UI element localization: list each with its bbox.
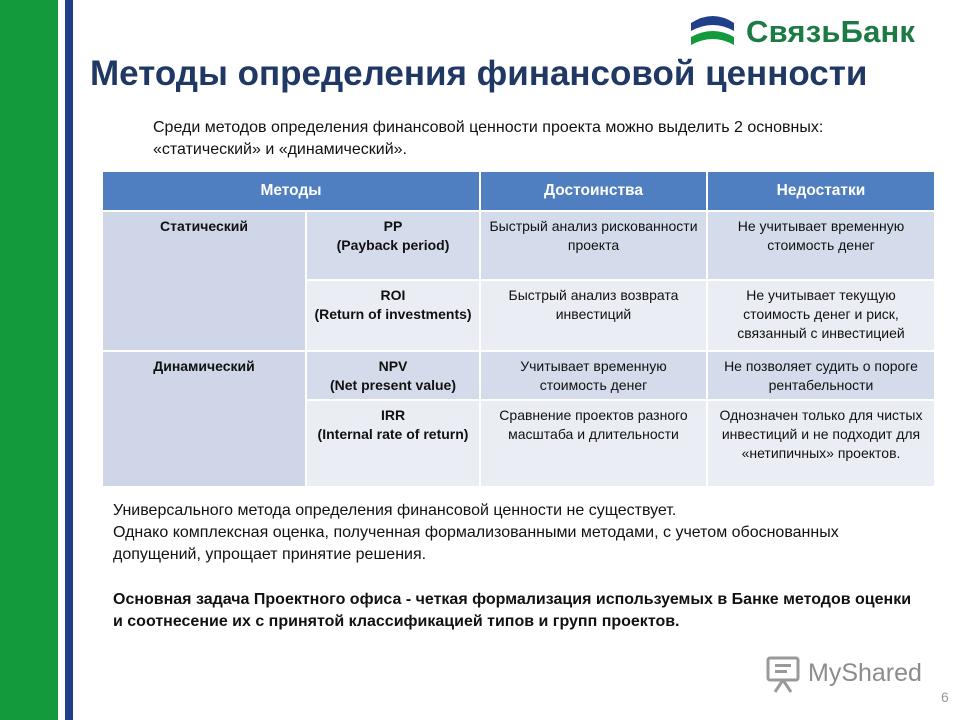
advantage-cell: Быстрый анализ возврата инвестиций bbox=[480, 280, 707, 351]
table-row bbox=[102, 211, 935, 280]
paragraph-project-office-task: Основная задача Проектного офиса - четкая формализация используемых в Банке методов оценки и соотнесение их с принятой классификацией типов и групп проектов. bbox=[113, 591, 912, 630]
intro-text: Среди методов определения финансовой ценности проекта можно выделить 2 основных: «статический» и «динамический». bbox=[153, 119, 824, 158]
watermark-text: MyShared bbox=[808, 659, 922, 687]
header-methods: Методы bbox=[102, 171, 480, 211]
method-name: PP (Payback period) bbox=[336, 218, 450, 253]
disadvantage-cell: Не учитывает временную стоимость денег bbox=[707, 211, 935, 280]
method-cell bbox=[306, 400, 480, 487]
group-static: Статический bbox=[102, 211, 306, 351]
header-disadvantages: Недостатки bbox=[707, 171, 935, 211]
left-navy-stripe bbox=[65, 0, 73, 720]
presentation-board-icon bbox=[766, 656, 802, 694]
logo-text: СвязьБанк bbox=[746, 14, 916, 49]
advantage-cell: Учитывает временную стоимость денег bbox=[480, 351, 707, 400]
table-row bbox=[102, 351, 935, 400]
paragraph-complex-assessment: Однако комплексная оценка, полученная формализованными методами, с учетом обоснованных допущений, упрощает принятие решения. bbox=[113, 524, 839, 563]
myshared-watermark bbox=[766, 654, 926, 696]
method-cell bbox=[306, 351, 480, 400]
page-title: Методы определения финансовой ценности bbox=[90, 54, 868, 93]
group-dynamic: Динамический bbox=[102, 351, 306, 487]
disadvantage-cell: Не позволяет судить о пороге рентабельности bbox=[707, 351, 935, 400]
left-green-bar bbox=[0, 0, 58, 720]
method-name: ROI (Return of investments) bbox=[314, 287, 472, 322]
header-advantages: Достоинства bbox=[480, 171, 707, 211]
disadvantage-cell: Однозначен только для чистых инвестиций и не подходит для «нетипичных» проектов. bbox=[707, 400, 935, 487]
table-header-row bbox=[102, 171, 935, 211]
method-cell bbox=[306, 211, 480, 280]
methods-table bbox=[101, 170, 936, 488]
svyazbank-logo bbox=[686, 8, 948, 58]
page-number: 6 bbox=[941, 689, 949, 705]
advantage-cell: Быстрый анализ рискованности проекта bbox=[480, 211, 707, 280]
method-name: NPV (Net present value) bbox=[329, 358, 457, 393]
svyazbank-emblem-icon bbox=[686, 10, 738, 56]
advantage-cell: Сравнение проектов разного масштаба и длительности bbox=[480, 400, 707, 487]
method-name: IRR (Internal rate of return) bbox=[317, 407, 469, 442]
disadvantage-cell: Не учитывает текущую стоимость денег и риск, связанный с инвестицией bbox=[707, 280, 935, 351]
paragraph-no-universal-method: Универсального метода определения финансовой ценности не существует. bbox=[113, 502, 677, 519]
method-cell bbox=[306, 280, 480, 351]
